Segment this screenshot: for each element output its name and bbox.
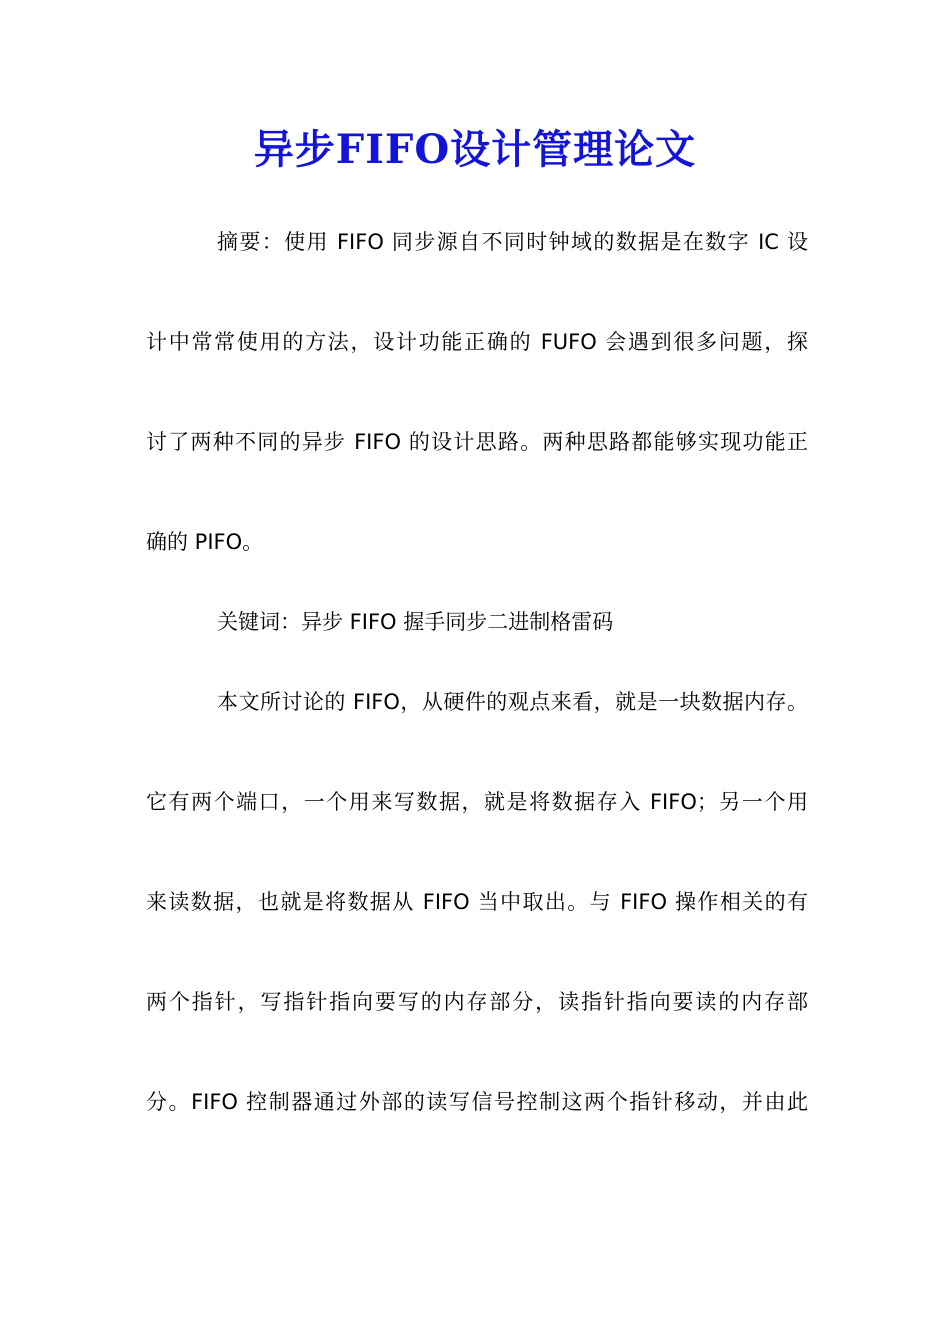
document-title: 异步FIFO设计管理论文 <box>253 126 697 173</box>
body-line-4: 两个指针，写指针指向要写的内存部分，读指针指向要读的内存部 <box>146 990 808 1014</box>
body-line-3: 来读数据，也就是将数据从 FIFO 当中取出。与 FIFO 操作相关的有 <box>146 890 808 914</box>
body-line-2: 它有两个端口，一个用来写数据，就是将数据存入 FIFO；另一个用 <box>146 790 808 814</box>
body-line-1: 本文所讨论的 FIFO，从硬件的观点来看，就是一块数据内存。 <box>217 690 808 714</box>
abstract-line-4: 确的 PIFO。 <box>146 530 264 554</box>
body-line-5: 分。FIFO 控制器通过外部的读写信号控制这两个指针移动，并由此 <box>146 1090 808 1114</box>
keywords-line: 关键词：异步 FIFO 握手同步二进制格雷码 <box>217 610 614 634</box>
abstract-line-2: 计中常常使用的方法，设计功能正确的 FUFO 会遇到很多问题，探 <box>146 330 808 354</box>
abstract-line-3: 讨了两种不同的异步 FIFO 的设计思路。两种思路都能够实现功能正 <box>146 430 808 454</box>
abstract-line-1: 摘要：使用 FIFO 同步源自不同时钟域的数据是在数字 IC 设 <box>217 230 808 254</box>
